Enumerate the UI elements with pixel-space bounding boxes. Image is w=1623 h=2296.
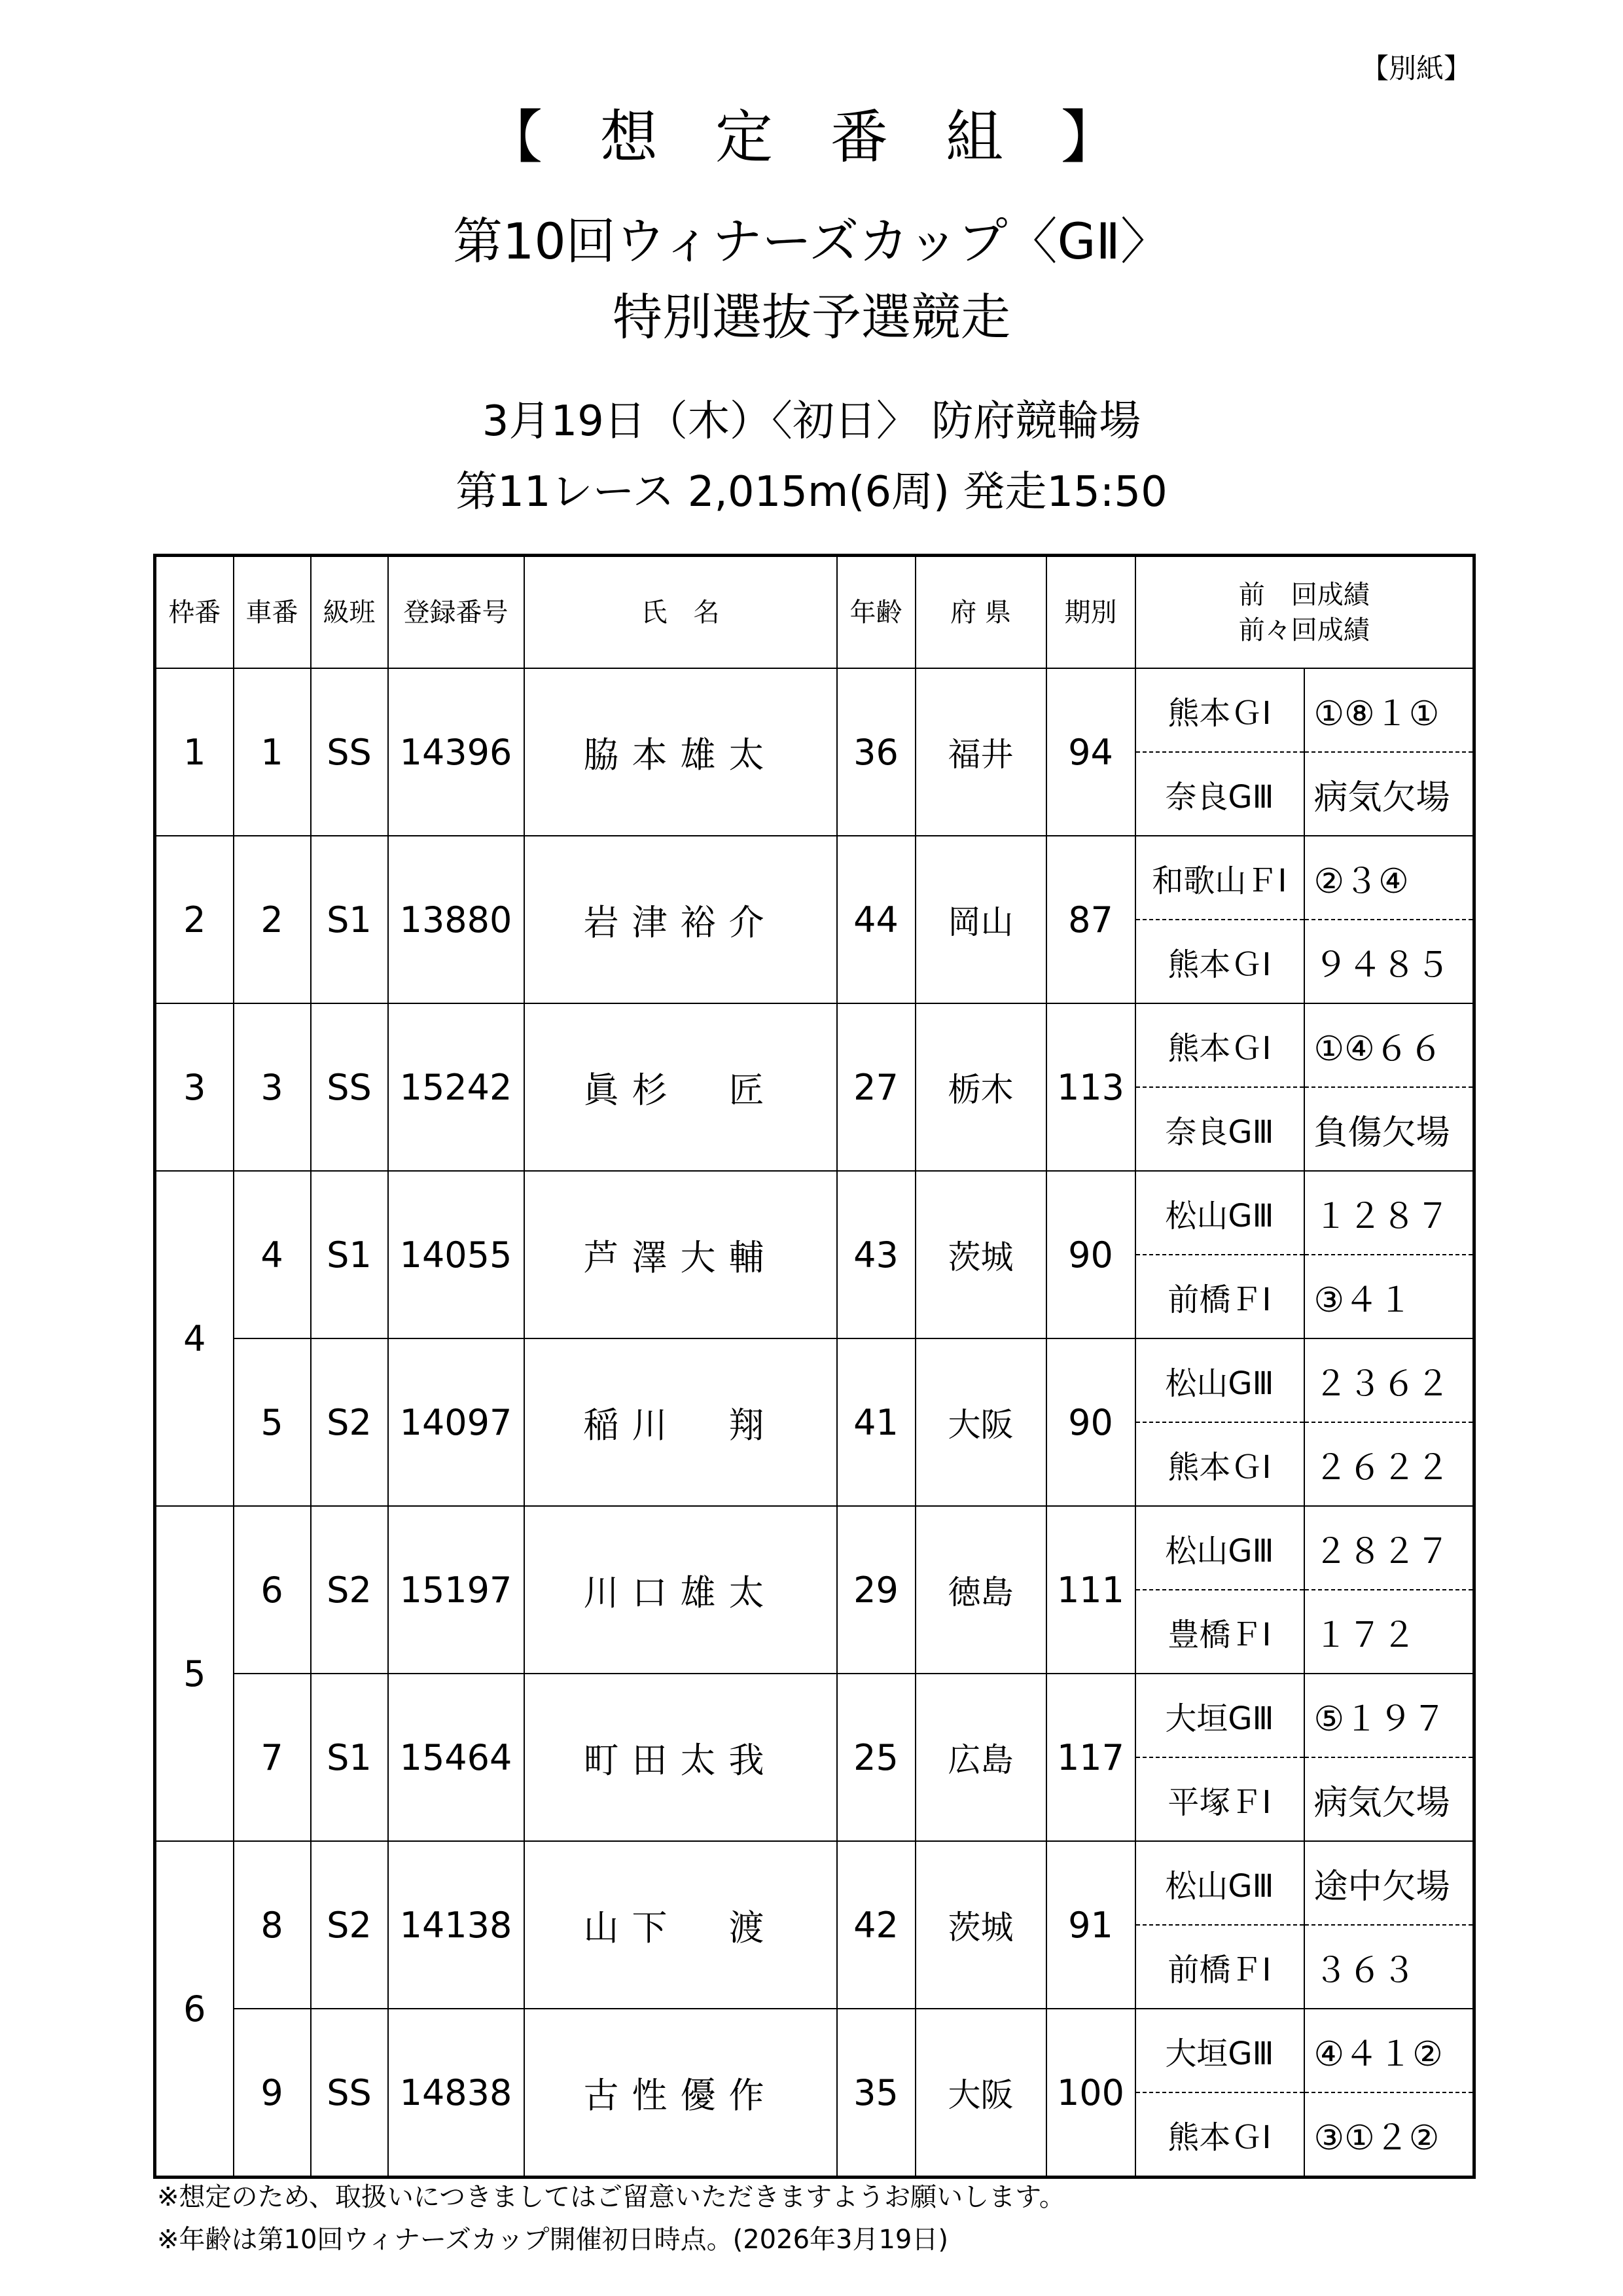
header-class: 級班 [311,556,388,669]
header-waku: 枠番 [155,556,234,669]
race-kind: 特別選抜予選競走 [613,288,1010,346]
prev2-result-cell: ③４１ [1304,1255,1474,1338]
table-header-row [155,556,1474,669]
prev2-result-cell: ③①２② [1304,2092,1474,2178]
prev2-place-cell: 前橋ＦⅠ [1135,1925,1304,2009]
term-cell: 113 [1046,1003,1135,1171]
table-row [155,1171,1474,1255]
rider-name-cell: 岩津裕介 [524,836,837,1003]
prev2-result-cell: ３６３ [1304,1925,1474,2009]
prev2-place-cell: 熊本ＧⅠ [1135,2092,1304,2178]
age-cell: 29 [837,1506,916,1674]
prev2-place-cell: 豊橋ＦⅠ [1135,1590,1304,1674]
car-number-cell: 8 [234,1841,311,2009]
header-number: 車番 [234,556,311,669]
header-reg-no: 登録番号 [388,556,524,669]
prev2-place-cell: 奈良GⅢ [1135,752,1304,836]
prev-place-cell: 熊本ＧⅠ [1135,668,1304,752]
race-program-table [153,554,1476,2179]
header-age: 年齢 [837,556,916,669]
header-results [1135,556,1474,669]
prev-place-cell: 松山GⅢ [1135,1506,1304,1590]
prev-result-cell: ２３６２ [1304,1338,1474,1422]
prev-result-cell: ④４１② [1304,2009,1474,2092]
age-cell: 35 [837,2009,916,2178]
prev-place-cell: 和歌山ＦⅠ [1135,836,1304,920]
car-number-cell: 5 [234,1338,311,1506]
car-number-cell: 4 [234,1171,311,1338]
class-cell: S1 [311,1674,388,1841]
prev-place-cell: 大垣GⅢ [1135,1674,1304,1757]
table-row [155,1003,1474,1087]
prev2-result-cell: 負傷欠場 [1304,1087,1474,1171]
reg-no-cell: 15242 [388,1003,524,1171]
header-pref: 府 県 [916,556,1046,669]
pref-cell: 茨城 [916,1171,1046,1338]
prev-place-cell: 松山GⅢ [1135,1338,1304,1422]
class-cell: SS [311,1003,388,1171]
age-cell: 42 [837,1841,916,2009]
header-name: 氏 名 [524,556,837,669]
age-cell: 44 [837,836,916,1003]
pref-cell: 茨城 [916,1841,1046,2009]
waku-cell: 1 [155,668,234,836]
table-row [155,668,1474,752]
rider-name-cell: 芦澤大輔 [524,1171,837,1338]
rider-name-cell: 山下 渡 [524,1841,837,2009]
class-cell: SS [311,2009,388,2178]
car-number-cell: 7 [234,1674,311,1841]
pref-cell: 福井 [916,668,1046,836]
car-number-cell: 9 [234,2009,311,2178]
pref-cell: 徳島 [916,1506,1046,1674]
term-cell: 111 [1046,1506,1135,1674]
reg-no-cell: 14138 [388,1841,524,2009]
rider-name-cell: 眞杉 匠 [524,1003,837,1171]
attachment-label: 【別紙】 [1361,52,1471,84]
term-cell: 94 [1046,668,1135,836]
class-cell: S1 [311,1171,388,1338]
rider-name-cell: 稲川 翔 [524,1338,837,1506]
term-cell: 90 [1046,1338,1135,1506]
document-title: 【 想 定 番 組 】 [485,103,1138,171]
rider-name-cell: 古性優作 [524,2009,837,2178]
class-cell: S2 [311,1506,388,1674]
reg-no-cell: 14055 [388,1171,524,1338]
waku-cell: 6 [155,1841,234,2178]
waku-cell: 5 [155,1506,234,1841]
prev2-place-cell: 前橋ＦⅠ [1135,1255,1304,1338]
race-name: 第10回ウィナーズカップ〈GⅡ〉 [453,212,1170,270]
prev-result-cell: ①⑧１① [1304,668,1474,752]
car-number-cell: 2 [234,836,311,1003]
table-row [155,1338,1474,1422]
table-row [155,1841,1474,1925]
race-info: 第11レース 2,015m(6周) 発走15:50 [455,468,1168,516]
reg-no-cell: 13880 [388,836,524,1003]
term-cell: 91 [1046,1841,1135,2009]
waku-cell: 2 [155,836,234,1003]
class-cell: SS [311,668,388,836]
pref-cell: 広島 [916,1674,1046,1841]
note-1: ※想定のため、取扱いにつきましてはご留意いただきますようお願いします。 [157,2182,1065,2212]
prev2-result-cell: 病気欠場 [1304,1757,1474,1841]
pref-cell: 大阪 [916,1338,1046,1506]
prev-result-cell: ①④６６ [1304,1003,1474,1087]
reg-no-cell: 14838 [388,2009,524,2178]
car-number-cell: 1 [234,668,311,836]
pref-cell: 栃木 [916,1003,1046,1171]
pref-cell: 岡山 [916,836,1046,1003]
note-2: ※年齢は第10回ウィナーズカップ開催初日時点。(2026年3月19日) [157,2225,948,2255]
prev-place-cell: 松山GⅢ [1135,1841,1304,1925]
reg-no-cell: 14396 [388,668,524,836]
prev2-result-cell: １７２ [1304,1590,1474,1674]
class-cell: S2 [311,1841,388,2009]
prev2-result-cell: ２６２２ [1304,1422,1474,1506]
prev-result-cell: １２８７ [1304,1171,1474,1255]
age-cell: 27 [837,1003,916,1171]
term-cell: 87 [1046,836,1135,1003]
age-cell: 36 [837,668,916,836]
rider-name-cell: 川口雄太 [524,1506,837,1674]
prev2-place-cell: 熊本ＧⅠ [1135,1422,1304,1506]
reg-no-cell: 15197 [388,1506,524,1674]
prev2-place-cell: 平塚ＦⅠ [1135,1757,1304,1841]
table-row [155,836,1474,920]
prev-place-cell: 大垣GⅢ [1135,2009,1304,2092]
car-number-cell: 3 [234,1003,311,1171]
date-venue: 3月19日（木）〈初日〉 防府競輪場 [482,397,1141,446]
pref-cell: 大阪 [916,2009,1046,2178]
header-term: 期別 [1046,556,1135,669]
rider-name-cell: 脇本雄太 [524,668,837,836]
prev-result-cell: ２８２７ [1304,1506,1474,1590]
prev2-result-cell: ９４８５ [1304,920,1474,1003]
term-cell: 100 [1046,2009,1135,2178]
table-row [155,1506,1474,1590]
prev-result-cell: ②３④ [1304,836,1474,920]
age-cell: 43 [837,1171,916,1338]
prev-place-cell: 松山GⅢ [1135,1171,1304,1255]
table-row [155,2009,1474,2092]
class-cell: S2 [311,1338,388,1506]
age-cell: 41 [837,1338,916,1506]
term-cell: 90 [1046,1171,1135,1338]
prev-place-cell: 熊本ＧⅠ [1135,1003,1304,1087]
reg-no-cell: 15464 [388,1674,524,1841]
prev-result-cell: ⑤１９７ [1304,1674,1474,1757]
prev-result-cell: 途中欠場 [1304,1841,1474,1925]
header-prev: 前 回成績 [1238,579,1370,610]
rider-name-cell: 町田太我 [524,1674,837,1841]
reg-no-cell: 14097 [388,1338,524,1506]
car-number-cell: 6 [234,1506,311,1674]
waku-cell: 3 [155,1003,234,1171]
age-cell: 25 [837,1674,916,1841]
prev2-place-cell: 熊本ＧⅠ [1135,920,1304,1003]
class-cell: S1 [311,836,388,1003]
waku-cell: 4 [155,1171,234,1506]
term-cell: 117 [1046,1674,1135,1841]
header-prev2: 前々回成績 [1238,615,1370,645]
table-row [155,1674,1474,1757]
prev2-result-cell: 病気欠場 [1304,752,1474,836]
prev2-place-cell: 奈良GⅢ [1135,1087,1304,1171]
